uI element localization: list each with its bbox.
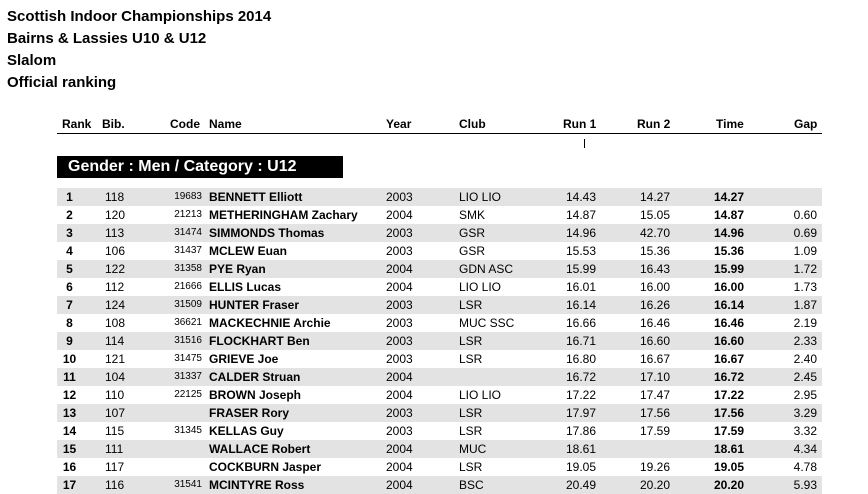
cell-code: 31509: [174, 299, 202, 310]
cell-rank: 10: [62, 352, 77, 366]
cell-gap: 2.45: [793, 370, 817, 384]
cell-name: HUNTER Fraser: [209, 298, 300, 312]
cell-name: BENNETT Elliott: [209, 190, 303, 204]
cell-year: 2004: [386, 280, 413, 294]
result-row: [57, 422, 822, 440]
cell-run2: 17.10: [639, 370, 670, 384]
cell-year: 2004: [386, 388, 413, 402]
cell-rank: 6: [66, 280, 73, 294]
header-tick-mark: [584, 139, 585, 148]
cell-code: 19683: [174, 191, 202, 202]
cell-time: 17.56: [713, 406, 744, 420]
cell-bib: 118: [105, 190, 125, 204]
cell-time: 17.59: [713, 424, 744, 438]
cell-time: 16.14: [713, 298, 744, 312]
cell-club: LIO LIO: [459, 388, 502, 402]
cell-gap: 2.40: [793, 352, 817, 366]
cell-run2: 17.59: [639, 424, 670, 438]
cell-time: 14.27: [713, 190, 744, 204]
header-run1: Run 1: [563, 117, 597, 131]
cell-year: 2003: [386, 244, 413, 258]
cell-run1: 18.61: [565, 442, 596, 456]
cell-club: LSR: [459, 334, 483, 348]
cell-gap: 0.60: [793, 208, 817, 222]
cell-rank: 8: [66, 316, 73, 330]
cell-name: KELLAS Guy: [209, 424, 284, 438]
cell-rank: 14: [62, 424, 77, 438]
cell-rank: 13: [62, 406, 77, 420]
cell-time: 15.36: [713, 244, 744, 258]
cell-run1: 19.05: [565, 460, 596, 474]
cell-year: 2004: [386, 262, 413, 276]
cell-rank: 12: [62, 388, 77, 402]
cell-run1: 20.49: [565, 478, 596, 492]
cell-run2: 17.56: [639, 406, 670, 420]
header-year: Year: [386, 117, 412, 131]
cell-bib: 108: [105, 316, 126, 330]
cell-name: MCINTYRE Ross: [209, 478, 305, 492]
cell-year: 2004: [386, 208, 413, 222]
cell-club: MUC SSC: [459, 316, 515, 330]
header-gap: Gap: [794, 117, 818, 131]
cell-name: WALLACE Robert: [209, 442, 311, 456]
cell-run2: 42.70: [639, 226, 670, 240]
cell-year: 2003: [386, 352, 413, 366]
cell-run1: 14.96: [565, 226, 596, 240]
cell-gap: 1.72: [793, 262, 817, 276]
cell-run2: 15.05: [639, 208, 670, 222]
cell-gap: 1.87: [793, 298, 817, 312]
cell-year: 2004: [386, 442, 413, 456]
header-time: Time: [716, 117, 744, 131]
cell-rank: 15: [62, 442, 77, 456]
cell-rank: 4: [66, 244, 73, 258]
header-club: Club: [459, 117, 486, 131]
cell-name: GRIEVE Joe: [209, 352, 279, 366]
header-bib: Bib.: [102, 117, 125, 131]
cell-time: 15.99: [713, 262, 744, 276]
cell-bib: 115: [105, 424, 125, 438]
cell-year: 2004: [386, 478, 413, 492]
result-row: [57, 350, 822, 368]
cell-rank: 11: [63, 370, 76, 384]
cell-time: 16.46: [713, 316, 744, 330]
cell-run1: 16.71: [565, 334, 596, 348]
cell-bib: 116: [105, 478, 125, 492]
cell-gap: 1.09: [793, 244, 817, 258]
cell-year: 2003: [386, 316, 413, 330]
cell-run1: 17.22: [565, 388, 596, 402]
result-row: [57, 296, 822, 314]
cell-code: 31541: [174, 479, 202, 490]
result-row: [57, 242, 822, 260]
result-row: [57, 440, 822, 458]
ranking-type-title: Official ranking: [7, 74, 117, 91]
cell-name: FRASER Rory: [209, 406, 290, 420]
cell-run1: 16.66: [565, 316, 596, 330]
cell-bib: 121: [105, 352, 126, 366]
cell-run1: 17.97: [565, 406, 596, 420]
cell-bib: 112: [105, 280, 125, 294]
header-code: Code: [170, 117, 200, 131]
cell-bib: 122: [105, 262, 126, 276]
results-table: [57, 188, 822, 494]
cell-bib: 107: [105, 406, 126, 420]
result-row: [57, 458, 822, 476]
cell-code: 21666: [174, 281, 202, 292]
cell-run2: 17.47: [639, 388, 670, 402]
header-name: Name: [209, 117, 242, 131]
cell-run2: 16.26: [639, 298, 670, 312]
cell-name: MCLEW Euan: [209, 244, 287, 258]
cell-year: 2003: [386, 406, 413, 420]
cell-gap: 2.19: [793, 316, 817, 330]
cell-rank: 7: [66, 298, 73, 312]
result-row: [57, 332, 822, 350]
cell-time: 19.05: [713, 460, 744, 474]
cell-rank: 17: [62, 478, 77, 492]
cell-club: MUC: [459, 442, 487, 456]
cell-run2: 15.36: [639, 244, 670, 258]
cell-bib: 110: [105, 388, 125, 402]
cell-name: METHERINGHAM Zachary: [209, 208, 358, 222]
cell-club: LSR: [459, 352, 483, 366]
cell-gap: 3.29: [793, 406, 817, 420]
cell-code: 31437: [174, 245, 202, 256]
cell-run1: 16.14: [565, 298, 596, 312]
cell-run1: 15.99: [565, 262, 596, 276]
cell-code: 31474: [174, 227, 202, 238]
cell-bib: 120: [105, 208, 126, 222]
cell-code: 31358: [174, 263, 202, 274]
cell-bib: 117: [105, 460, 125, 474]
event-title: Scottish Indoor Championships 2014: [7, 8, 272, 25]
result-row: [57, 386, 822, 404]
document-title-block: [7, 6, 271, 94]
cell-bib: 106: [105, 244, 126, 258]
cell-run1: 14.43: [565, 190, 596, 204]
cell-code: 31475: [174, 353, 202, 364]
cell-run2: 14.27: [639, 190, 670, 204]
cell-time: 16.72: [713, 370, 744, 384]
header-divider: [57, 133, 822, 134]
result-row: [57, 314, 822, 332]
cell-year: 2003: [386, 334, 413, 348]
cell-name: COCKBURN Jasper: [209, 460, 322, 474]
header-run2: Run 2: [637, 117, 671, 131]
cell-run1: 17.86: [565, 424, 596, 438]
result-row: [57, 476, 822, 494]
race-category-title: Bairns & Lassies U10 & U12: [7, 30, 207, 47]
cell-rank: 1: [66, 190, 73, 204]
cell-code: 22125: [174, 389, 202, 400]
cell-name: BROWN Joseph: [209, 388, 302, 402]
result-row: [57, 188, 822, 206]
result-row: [57, 368, 822, 386]
cell-bib: 104: [105, 370, 126, 384]
cell-gap: 2.95: [793, 388, 817, 402]
result-row: [57, 260, 822, 278]
cell-name: ELLIS Lucas: [209, 280, 282, 294]
cell-gap: 4.34: [793, 442, 817, 456]
discipline-title: Slalom: [7, 52, 57, 69]
cell-rank: 5: [66, 262, 73, 276]
cell-club: LSR: [459, 460, 483, 474]
cell-run2: 16.43: [639, 262, 670, 276]
result-row: [57, 206, 822, 224]
cell-name: FLOCKHART Ben: [209, 334, 310, 348]
cell-name: CALDER Struan: [209, 370, 301, 384]
cell-time: 20.20: [713, 478, 744, 492]
cell-club: LSR: [459, 424, 483, 438]
cell-year: 2003: [386, 190, 413, 204]
cell-club: LSR: [459, 298, 483, 312]
result-row: [57, 278, 822, 296]
cell-rank: 9: [66, 334, 73, 348]
cell-gap: 0.69: [793, 226, 817, 240]
cell-name: PYE Ryan: [209, 262, 266, 276]
cell-rank: 16: [62, 460, 77, 474]
cell-club: GDN ASC: [459, 262, 514, 276]
cell-code: 36621: [174, 317, 202, 328]
cell-run2: 16.67: [639, 352, 670, 366]
cell-time: 14.87: [713, 208, 744, 222]
cell-year: 2004: [386, 460, 413, 474]
cell-club: LIO LIO: [459, 190, 502, 204]
header-rank: Rank: [62, 117, 92, 131]
cell-gap: 4.78: [793, 460, 817, 474]
cell-club: LIO LIO: [459, 280, 502, 294]
cell-club: GSR: [459, 244, 486, 258]
cell-club: SMK: [459, 208, 486, 222]
cell-year: 2004: [386, 370, 413, 384]
cell-rank: 2: [66, 208, 73, 222]
cell-run2: 16.60: [639, 334, 670, 348]
cell-code: 31516: [174, 335, 202, 346]
cell-time: 16.67: [713, 352, 744, 366]
cell-run1: 15.53: [565, 244, 596, 258]
cell-bib: 114: [105, 334, 125, 348]
cell-time: 16.60: [713, 334, 744, 348]
cell-gap: 2.33: [793, 334, 817, 348]
cell-code: 21213: [174, 209, 202, 220]
cell-year: 2003: [386, 226, 413, 240]
cell-run2: 16.00: [639, 280, 670, 294]
cell-bib: 124: [105, 298, 126, 312]
cell-year: 2003: [386, 424, 413, 438]
category-group-header: Gender : Men / Category : U12: [57, 156, 343, 178]
cell-club: LSR: [459, 406, 483, 420]
cell-gap: 5.93: [793, 478, 817, 492]
cell-time: 17.22: [713, 388, 744, 402]
cell-bib: 111: [105, 442, 124, 456]
cell-time: 18.61: [713, 442, 744, 456]
cell-name: SIMMONDS Thomas: [209, 226, 325, 240]
cell-time: 16.00: [713, 280, 744, 294]
cell-name: MACKECHNIE Archie: [209, 316, 331, 330]
cell-run1: 16.01: [565, 280, 596, 294]
cell-run2: 20.20: [639, 478, 670, 492]
cell-code: 31337: [174, 371, 202, 382]
cell-code: 31345: [174, 425, 202, 436]
cell-club: BSC: [459, 478, 484, 492]
cell-run1: 14.87: [565, 208, 596, 222]
cell-run1: 16.80: [565, 352, 596, 366]
cell-rank: 3: [66, 226, 73, 240]
cell-run2: 19.26: [639, 460, 670, 474]
cell-run1: 16.72: [565, 370, 596, 384]
result-row: [57, 224, 822, 242]
cell-time: 14.96: [713, 226, 744, 240]
cell-bib: 113: [105, 226, 125, 240]
cell-run2: 16.46: [639, 316, 670, 330]
result-row: [57, 404, 822, 422]
cell-club: GSR: [459, 226, 486, 240]
cell-year: 2003: [386, 298, 413, 312]
cell-gap: 3.32: [793, 424, 817, 438]
cell-gap: 1.73: [793, 280, 817, 294]
